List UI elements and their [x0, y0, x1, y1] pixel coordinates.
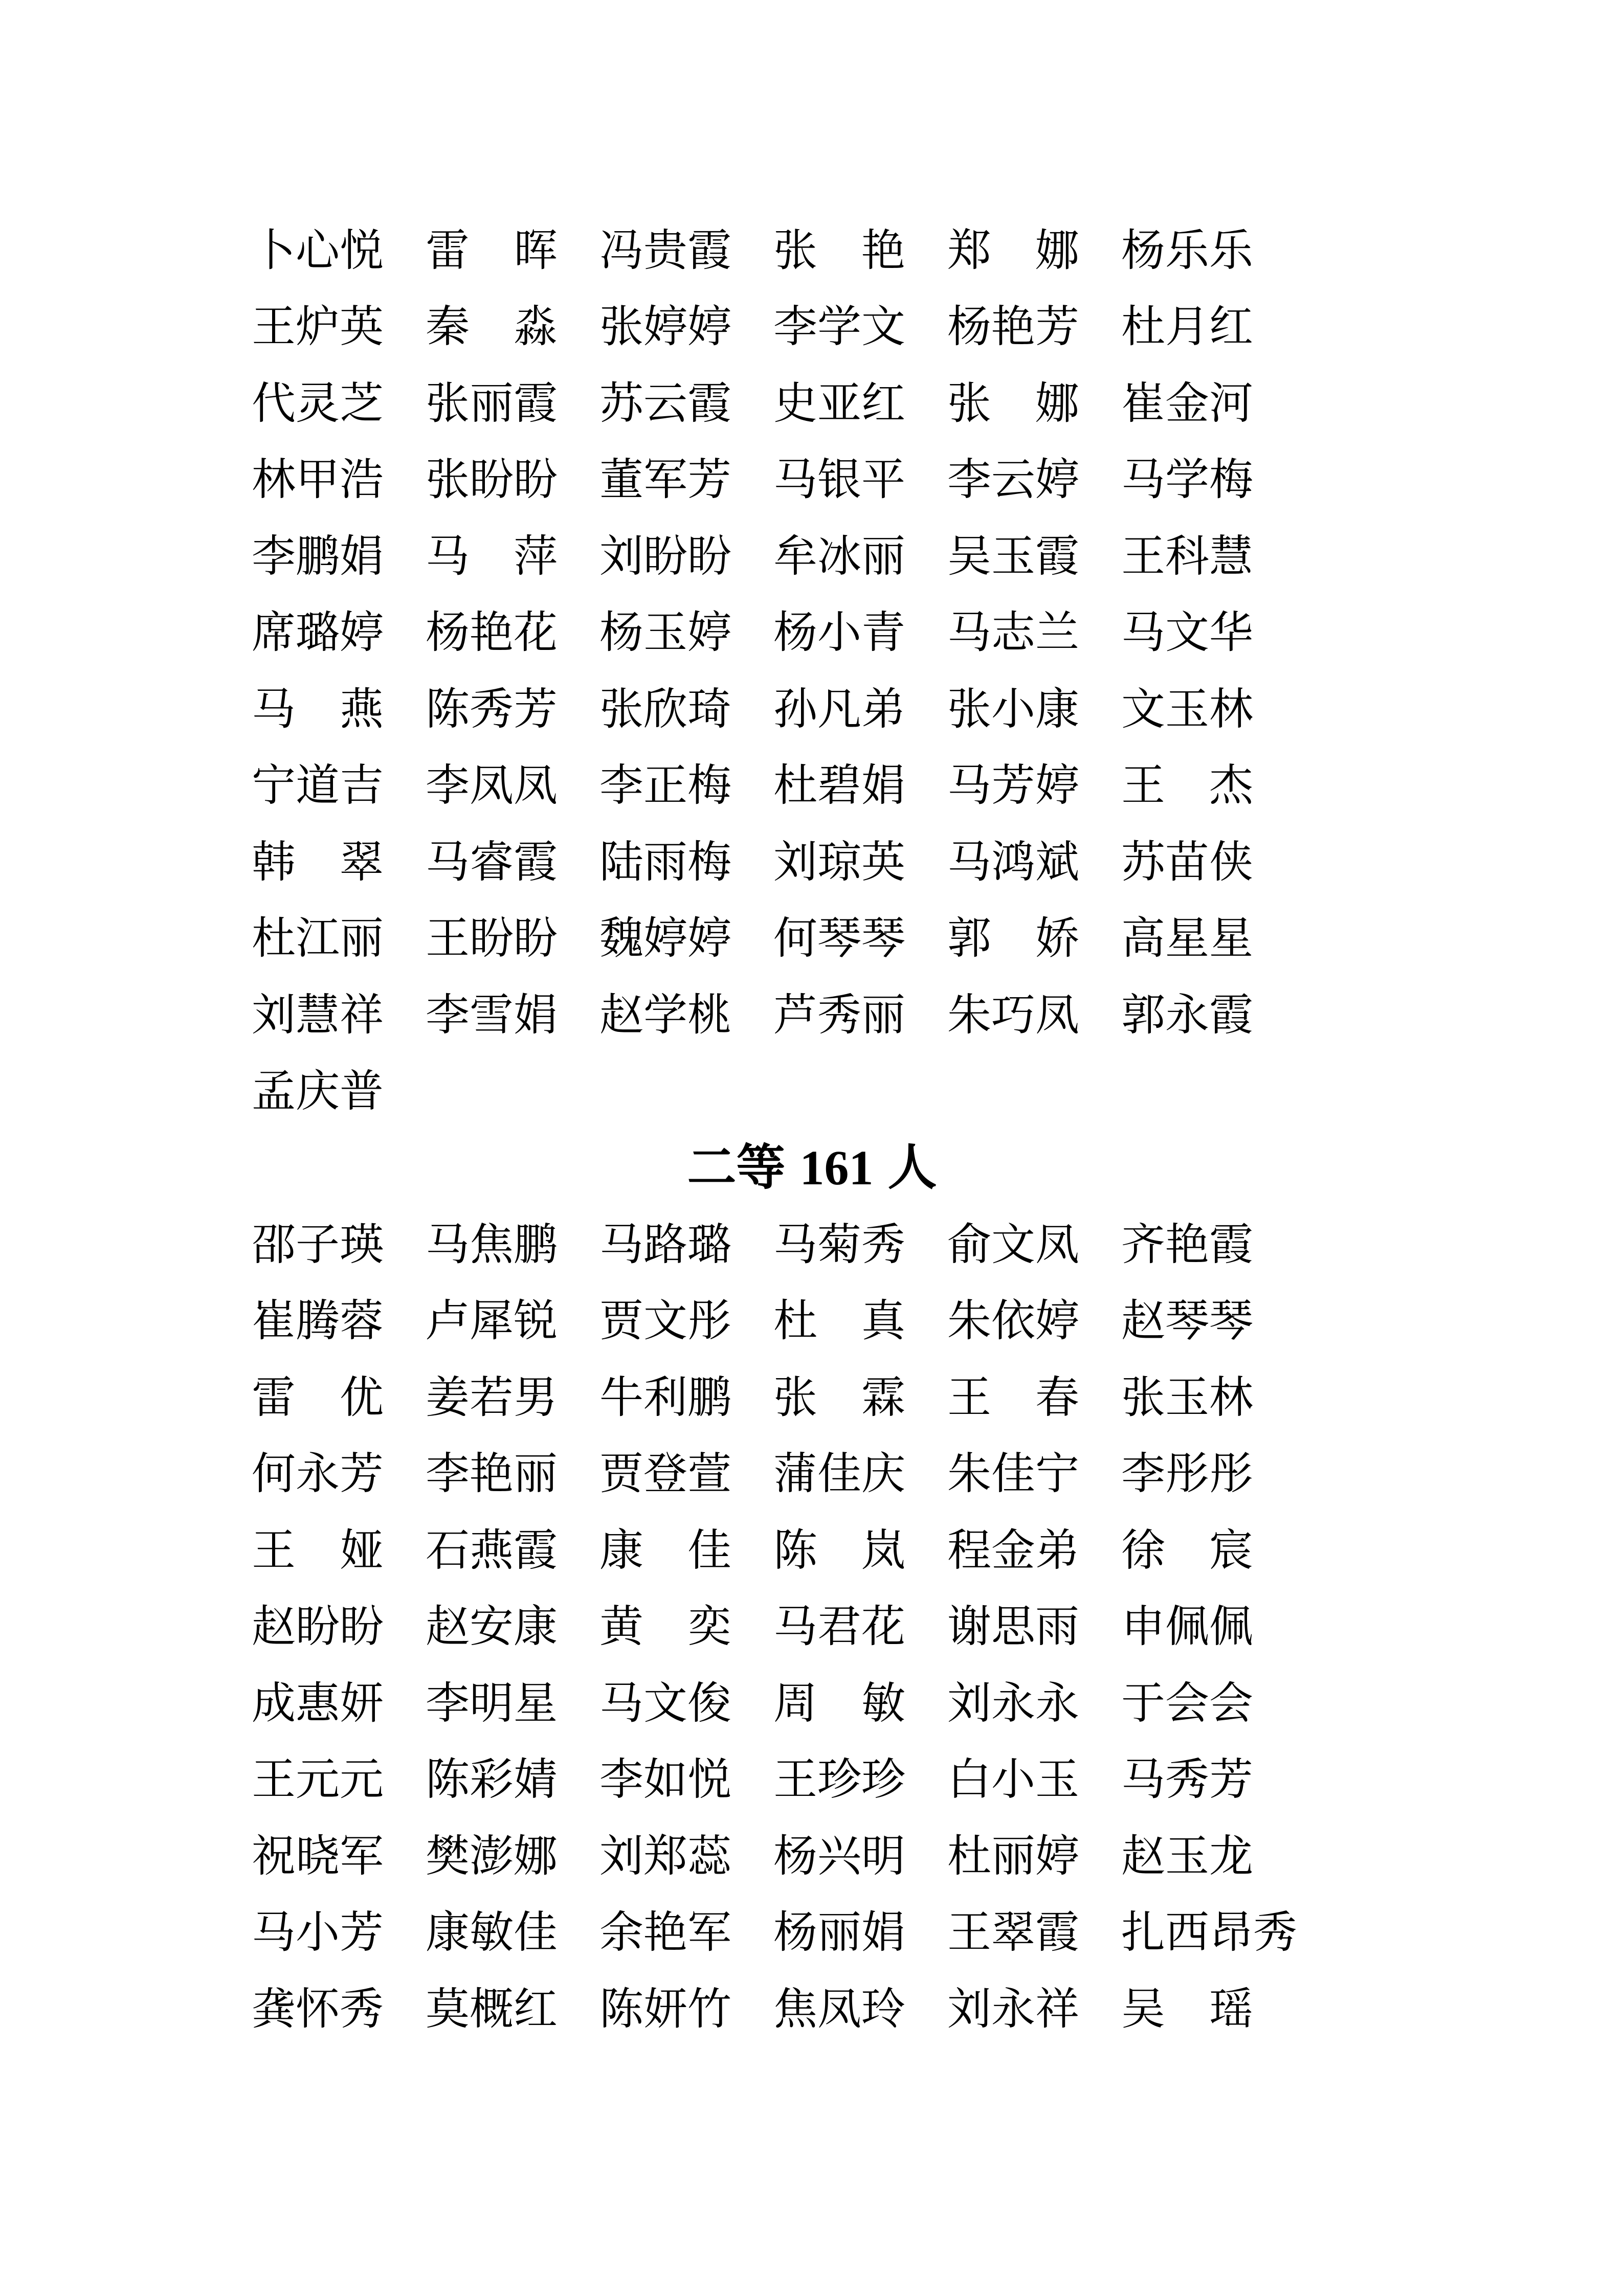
name-cell: 朱依婷: [947, 1296, 1079, 1346]
name-row: [252, 1665, 1428, 1742]
name-cell: 魏婷婷: [599, 914, 731, 963]
name-cell: 于会会: [1121, 1678, 1253, 1728]
name-cell: 韩 翠: [252, 837, 384, 887]
name-cell: 王 春: [947, 1372, 1079, 1422]
name-cell: 樊澎娜: [426, 1831, 558, 1881]
name-cell: 张婷婷: [599, 302, 731, 352]
name-cell: 刘永永: [947, 1678, 1079, 1728]
name-cell: 张 艳: [773, 226, 905, 275]
name-cell: 雷 优: [252, 1372, 384, 1422]
name-cell: 刘盼盼: [599, 531, 731, 581]
name-cell: 马小芳: [252, 1908, 384, 1957]
name-cell: 张盼盼: [426, 455, 558, 505]
name-cell: 申佩佩: [1121, 1602, 1253, 1652]
name-cell: 李云婷: [947, 455, 1079, 505]
name-cell: 谢思雨: [947, 1602, 1079, 1652]
name-cell: 王珍珍: [773, 1755, 905, 1805]
name-cell: 马学梅: [1121, 455, 1253, 505]
name-row: [252, 1206, 1428, 1283]
name-cell: 苏苗侠: [1121, 837, 1253, 887]
name-cell: 杜丽婷: [947, 1831, 1079, 1881]
name-cell: 扎西昂秀: [1121, 1908, 1297, 1957]
name-cell: 马鸿斌: [947, 837, 1079, 887]
name-cell: 董军芳: [599, 455, 731, 505]
name-cell: 李彤彤: [1121, 1449, 1253, 1499]
name-cell: 马焦鹏: [426, 1220, 558, 1269]
name-cell: 杨小青: [773, 608, 905, 658]
name-row: [252, 518, 1428, 595]
name-cell: 贾文彤: [599, 1296, 731, 1346]
name-cell: 陈秀芳: [426, 684, 558, 734]
name-cell: 宁道吉: [252, 761, 384, 811]
name-cell: 马 萍: [426, 531, 558, 581]
name-cell: 杨艳芳: [947, 302, 1079, 352]
name-cell: 马文俊: [599, 1678, 731, 1728]
name-cell: 康敏佳: [426, 1908, 558, 1957]
name-cell: 成惠妍: [252, 1678, 384, 1728]
grade-unit: 人: [887, 1140, 937, 1195]
name-row: [252, 595, 1428, 671]
name-cell: 张 娜: [947, 378, 1079, 428]
name-cell: 秦 淼: [426, 302, 558, 352]
name-cell: 陈妍竹: [599, 1984, 731, 2034]
name-cell: 吴玉霞: [947, 531, 1079, 581]
name-row: [252, 1895, 1428, 1971]
name-row: [252, 1971, 1428, 2047]
name-cell: 王元元: [252, 1755, 384, 1805]
name-cell: 林甲浩: [252, 455, 384, 505]
name-cell: 陆雨梅: [599, 837, 731, 887]
name-cell: 王盼盼: [426, 914, 558, 963]
name-row: [252, 977, 1428, 1053]
name-cell: 史亚红: [773, 378, 905, 428]
name-row: [252, 1589, 1428, 1665]
name-cell: 赵学桃: [599, 990, 731, 1040]
name-cell: 芦秀丽: [773, 990, 905, 1040]
first-grade-name-list: [252, 212, 1428, 1130]
name-cell: 莫概红: [426, 1984, 558, 2034]
name-cell: 马秀芳: [1121, 1755, 1253, 1805]
name-cell: 李凤凤: [426, 761, 558, 811]
name-row: [252, 824, 1428, 901]
name-cell: 李明星: [426, 1678, 558, 1728]
name-cell: 张欣琦: [599, 684, 731, 734]
second-grade-name-list: [252, 1206, 1428, 2047]
name-cell: 杨玉婷: [599, 608, 731, 658]
name-cell: 郭 娇: [947, 914, 1079, 963]
name-cell: 杨兴明: [773, 1831, 905, 1881]
name-row: [252, 1436, 1428, 1513]
name-row: [252, 212, 1428, 289]
name-cell: 崔腾蓉: [252, 1296, 384, 1346]
name-cell: 齐艳霞: [1121, 1220, 1253, 1269]
name-cell: 徐 宸: [1121, 1525, 1253, 1575]
name-cell: 焦凤玲: [773, 1984, 905, 2034]
name-cell: 龚怀秀: [252, 1984, 384, 2034]
name-cell: 祝晓军: [252, 1831, 384, 1881]
name-cell: 余艳军: [599, 1908, 731, 1957]
name-cell: 马志兰: [947, 608, 1079, 658]
grade-label: 二等: [687, 1140, 786, 1195]
name-cell: 刘永祥: [947, 1984, 1079, 2034]
name-cell: 蒲佳庆: [773, 1449, 905, 1499]
name-cell: 白小玉: [947, 1755, 1079, 1805]
name-row: [252, 901, 1428, 977]
name-cell: 杜 真: [773, 1296, 905, 1346]
name-row: [252, 442, 1428, 519]
name-row: [252, 289, 1428, 366]
name-cell: 郭永霞: [1121, 990, 1253, 1040]
name-cell: 马文华: [1121, 608, 1253, 658]
name-cell: 陈 岚: [773, 1525, 905, 1575]
name-cell: 卜心悦: [252, 226, 384, 275]
name-cell: 席璐婷: [252, 608, 384, 658]
name-cell: 牟冰丽: [773, 531, 905, 581]
name-cell: 马睿霞: [426, 837, 558, 887]
name-cell: 邵子瑛: [252, 1220, 384, 1269]
name-cell: 马君花: [773, 1602, 905, 1652]
name-cell: 马菊秀: [773, 1220, 905, 1269]
name-row: [252, 1512, 1428, 1589]
name-cell: 朱巧凤: [947, 990, 1079, 1040]
name-cell: 王 娅: [252, 1525, 384, 1575]
name-row: [252, 1053, 1428, 1130]
name-cell: 吴 瑶: [1121, 1984, 1253, 2034]
name-cell: 牛利鹏: [599, 1372, 731, 1422]
name-cell: 孟庆普: [252, 1067, 384, 1116]
name-cell: 张丽霞: [426, 378, 558, 428]
name-cell: 周 敏: [773, 1678, 905, 1728]
name-cell: 俞文凤: [947, 1220, 1079, 1269]
name-cell: 赵琴琴: [1121, 1296, 1253, 1346]
name-cell: 王 杰: [1121, 761, 1253, 811]
name-cell: 杨艳花: [426, 608, 558, 658]
name-cell: 王翠霞: [947, 1908, 1079, 1957]
name-cell: 马芳婷: [947, 761, 1079, 811]
name-cell: 程金弟: [947, 1525, 1079, 1575]
name-row: [252, 1359, 1428, 1436]
name-cell: 杨丽娟: [773, 1908, 905, 1957]
name-cell: 李如悦: [599, 1755, 731, 1805]
name-cell: 马 燕: [252, 684, 384, 734]
name-cell: 张 霖: [773, 1372, 905, 1422]
name-row: [252, 671, 1428, 748]
name-cell: 王炉英: [252, 302, 384, 352]
name-row: [252, 1283, 1428, 1360]
name-cell: 李鹏娟: [252, 531, 384, 581]
name-cell: 杜碧娟: [773, 761, 905, 811]
name-cell: 苏云霞: [599, 378, 731, 428]
name-cell: 刘慧祥: [252, 990, 384, 1040]
name-cell: 冯贵霞: [599, 226, 731, 275]
name-cell: 张小康: [947, 684, 1079, 734]
name-cell: 陈彩婧: [426, 1755, 558, 1805]
name-cell: 李学文: [773, 302, 905, 352]
name-cell: 姜若男: [426, 1372, 558, 1422]
name-row: [252, 365, 1428, 442]
name-cell: 李雪娟: [426, 990, 558, 1040]
name-cell: 马路璐: [599, 1220, 731, 1269]
name-cell: 张玉林: [1121, 1372, 1253, 1422]
name-cell: 赵玉龙: [1121, 1831, 1253, 1881]
name-cell: 刘郑蕊: [599, 1831, 731, 1881]
name-cell: 贾登萱: [599, 1449, 731, 1499]
name-cell: 赵盼盼: [252, 1602, 384, 1652]
name-cell: 黄 奕: [599, 1602, 731, 1652]
name-cell: 何永芳: [252, 1449, 384, 1499]
name-cell: 孙凡弟: [773, 684, 905, 734]
name-cell: 卢犀锐: [426, 1296, 558, 1346]
name-cell: 崔金河: [1121, 378, 1253, 428]
name-row: [252, 1742, 1428, 1818]
name-cell: 杨乐乐: [1121, 226, 1253, 275]
name-cell: 杜月红: [1121, 302, 1253, 352]
name-cell: 石燕霞: [426, 1525, 558, 1575]
name-cell: 李正梅: [599, 761, 731, 811]
name-cell: 刘琼英: [773, 837, 905, 887]
grade-count: 161: [799, 1140, 874, 1195]
name-cell: 杜江丽: [252, 914, 384, 963]
name-row: [252, 748, 1428, 824]
name-cell: 文玉林: [1121, 684, 1253, 734]
name-cell: 高星星: [1121, 914, 1253, 963]
name-cell: 王科慧: [1121, 531, 1253, 581]
name-cell: 赵安康: [426, 1602, 558, 1652]
name-cell: 代灵芝: [252, 378, 384, 428]
second-grade-heading: [0, 1130, 1624, 1206]
name-row: [252, 1818, 1428, 1895]
name-cell: 何琴琴: [773, 914, 905, 963]
name-cell: 康 佳: [599, 1525, 731, 1575]
name-cell: 郑 娜: [947, 226, 1079, 275]
name-cell: 马银平: [773, 455, 905, 505]
name-cell: 朱佳宁: [947, 1449, 1079, 1499]
name-cell: 李艳丽: [426, 1449, 558, 1499]
name-cell: 雷 晖: [426, 226, 558, 275]
